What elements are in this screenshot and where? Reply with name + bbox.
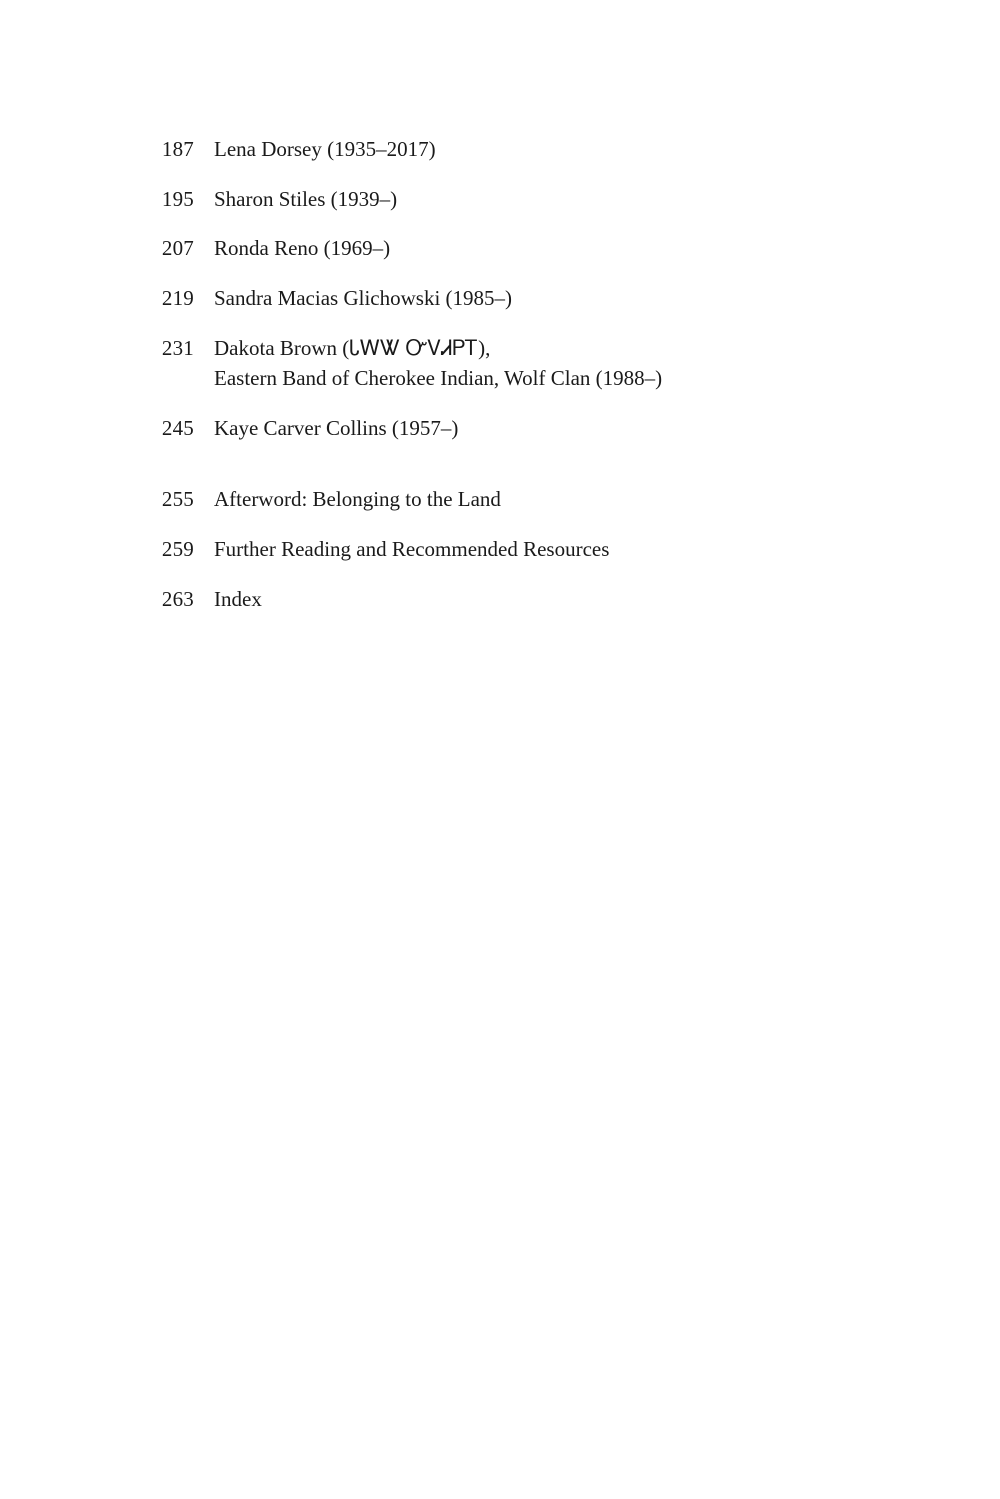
toc-entry-title-line-2: Eastern Band of Cherokee Indian, Wolf Clan (1988–) xyxy=(214,366,663,390)
toc-entry-title: Kaye Carver Collins (1957–) xyxy=(214,416,459,440)
toc-entry-title: Sharon Stiles (1939–) xyxy=(214,187,398,211)
toc-entry-title: Lena Dorsey (1935–2017) xyxy=(214,137,436,161)
toc-entry-title: Ronda Reno (1969–) xyxy=(214,236,391,260)
toc-page-number: 219 xyxy=(161,286,194,310)
toc-page-number: 187 xyxy=(161,137,194,161)
toc-entry-title: Further Reading and Recommended Resources xyxy=(214,537,610,561)
toc-entry-title-line-1: Dakota Brown (ᏓᎳᏔ ᏅᏙᏗᏢᎢ), xyxy=(214,336,491,360)
toc-page-number: 245 xyxy=(161,416,194,440)
toc-page-number: 259 xyxy=(161,537,194,561)
toc-page-number: 263 xyxy=(161,587,194,611)
toc-page-number: 231 xyxy=(161,336,194,360)
toc-page-number: 195 xyxy=(161,187,194,211)
toc-entry-title xyxy=(214,333,662,393)
toc-entry-title: Index xyxy=(214,587,262,611)
toc-entry-title: Sandra Macias Glichowski (1985–) xyxy=(214,286,513,310)
toc-page-number: 255 xyxy=(161,487,194,511)
toc-entry-title: Afterword: Belonging to the Land xyxy=(214,487,501,511)
toc-page-number: 207 xyxy=(161,236,194,260)
